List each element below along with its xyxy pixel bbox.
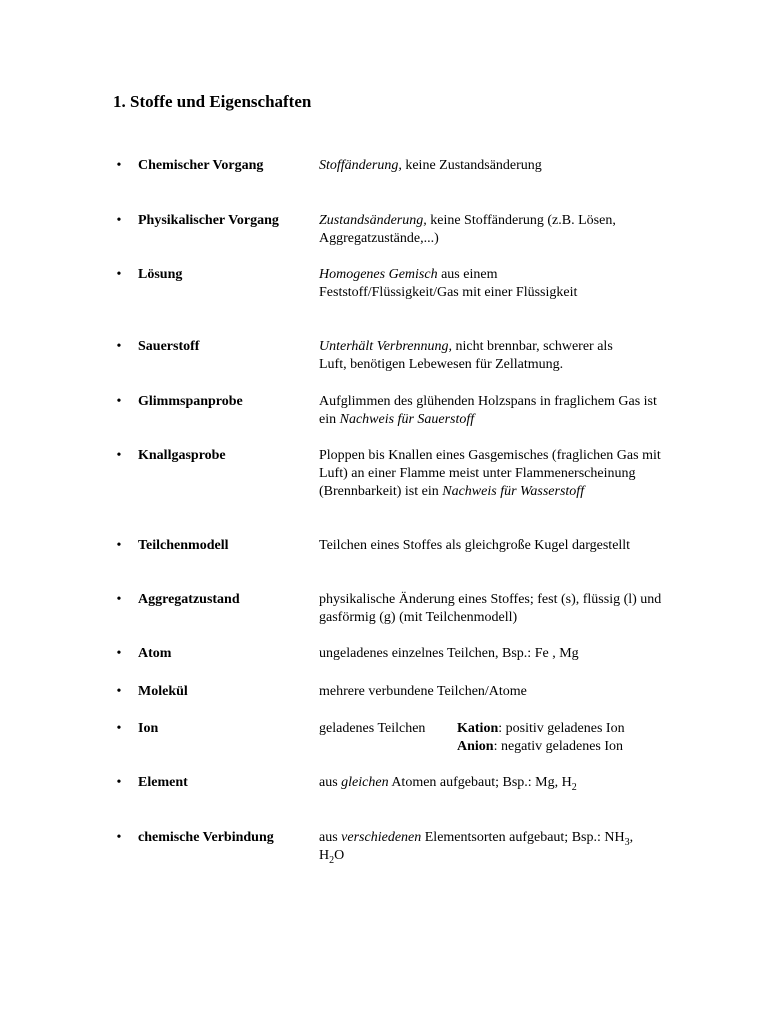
term: chemische Verbindung [138, 830, 274, 845]
description: physikalische Änderung eines Stoffes; fest (s), flüssig (l) und gasförmig (g) (mit Teilchenmodell) [319, 592, 662, 625]
term: Ion [138, 721, 159, 736]
bullet: • [116, 721, 122, 736]
bullet: • [116, 213, 122, 228]
bullet: • [116, 830, 122, 845]
bullet: • [116, 267, 122, 282]
term: Element [138, 775, 188, 790]
description: Aufglimmen des glühenden Holzspans in fraglichem Gas ist ein Nachweis für Sauerstoff [319, 394, 657, 427]
description: mehrere verbundene Teilchen/Atome [319, 684, 527, 699]
term: Lösung [138, 267, 183, 282]
term: Knallgasprobe [138, 448, 226, 463]
term: Physikalischer Vorgang [138, 213, 279, 228]
term: Teilchenmodell [138, 538, 229, 553]
description: Zustandsänderung, keine Stoffänderung (z.B. Lösen, Aggregatzustände,...) [319, 213, 616, 246]
section-title: 1. Stoffe und Eigenschaften [113, 92, 312, 111]
term: Atom [138, 646, 172, 661]
description: Ploppen bis Knallen eines Gasgemisches (fraglichen Gas mit Luft) an einer Flamme meist unter Flammenerscheinung (Brennbarkeit) ist ein Nachweis für Wasserstoff [319, 448, 661, 499]
list-item [0, 720, 768, 756]
bullet: • [116, 646, 122, 661]
term: Chemischer Vorgang [138, 158, 264, 173]
ion-types [457, 720, 625, 756]
description: aus gleichen Atomen aufgebaut; Bsp.: Mg, $H_2$ [319, 775, 577, 793]
bullet: • [116, 775, 122, 790]
anion-line: Anion: negativ geladenes Ion [457, 739, 624, 754]
description: ungeladenes einzelnes Teilchen, Bsp.: Fe , Mg [319, 646, 579, 661]
bullet: • [116, 394, 122, 409]
kation-line: Kation: positiv geladenes Ion [457, 721, 625, 736]
description: Unterhält Verbrennung, nicht brennbar, schwerer als Luft, benötigen Lebewesen für Zellatmung. [319, 339, 613, 372]
bullet: • [116, 684, 122, 699]
bullet: • [116, 339, 122, 354]
term: Molekül [138, 684, 188, 699]
term: Glimmspanprobe [138, 394, 243, 409]
bullet: • [116, 448, 122, 463]
description: geladenes Teilchen [319, 721, 426, 736]
description: Homogenes Gemisch aus einem Feststoff/Flüssigkeit/Gas mit einer Flüssigkeit [319, 267, 578, 300]
term: Aggregatzustand [138, 592, 240, 607]
description: Stoffänderung, keine Zustandsänderung [319, 158, 542, 173]
description: aus verschiedenen Elementsorten aufgebaut; Bsp.: $NH_3$, $H_2O$ [319, 830, 634, 866]
bullet: • [116, 538, 122, 553]
term: Sauerstoff [138, 339, 200, 354]
description: Teilchen eines Stoffes als gleichgroße Kugel dargestellt [319, 538, 631, 553]
bullet: • [116, 592, 122, 607]
bullet: • [116, 158, 122, 173]
